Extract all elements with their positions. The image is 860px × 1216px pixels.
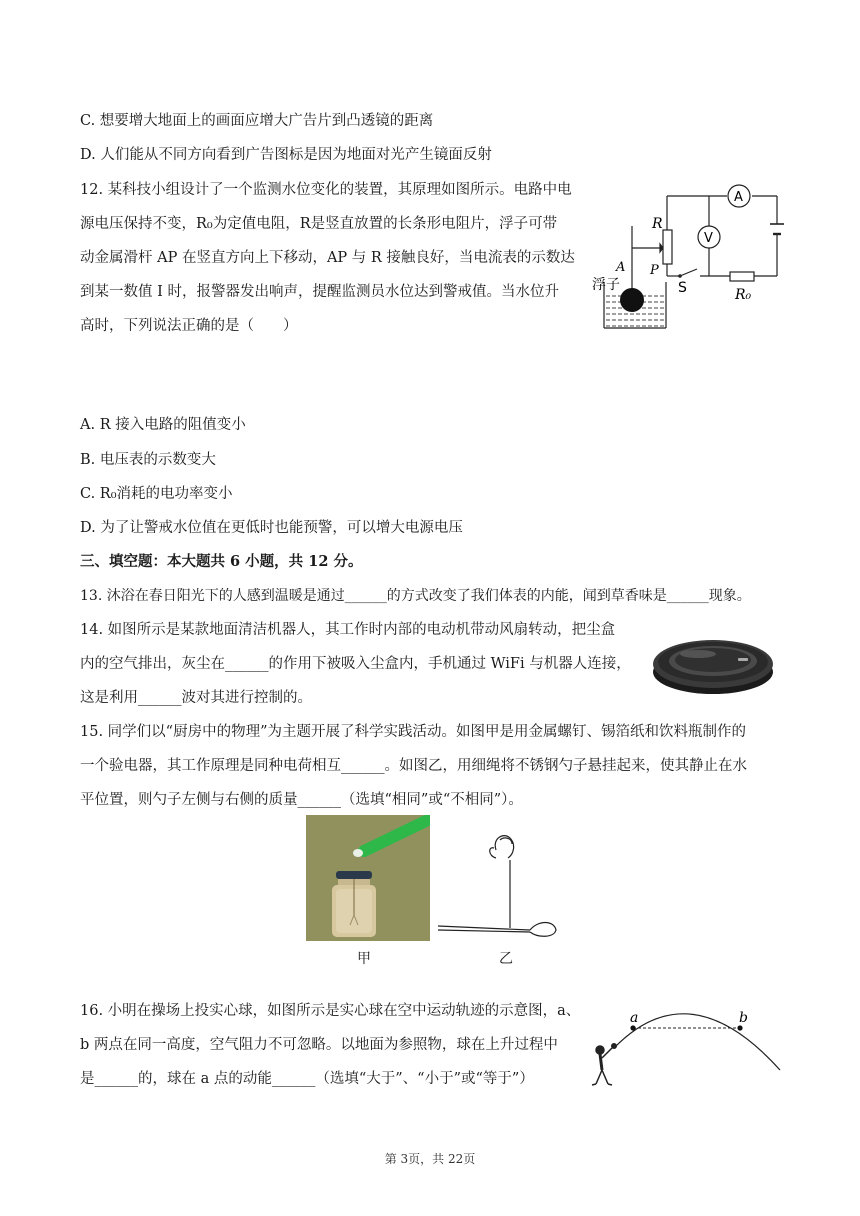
q11-option-c: C. 想要增大地面上的画面应增大广告片到凸透镜的距离 — [80, 113, 434, 129]
q12-option-c: C. R₀消耗的电功率变小 — [80, 486, 233, 502]
electroscope-photo — [306, 815, 430, 941]
q15-line-2: 一个验电器，其工作原理是同种电荷相互______。如图乙，用细绳将不锈钢勺子悬挂起来，使其静止在水 — [80, 758, 747, 774]
float-label: 浮子 — [592, 277, 620, 293]
q12-option-b: B. 电压表的示数变大 — [80, 452, 216, 468]
q16-line-1: 16. 小明在操场上投实心球，如图所示是实心球在空中运动轨迹的示意图，a、 — [80, 1003, 581, 1019]
switch-S-label: S — [678, 280, 687, 296]
point-b-label: b — [739, 1010, 748, 1026]
q11-option-d: D. 人们能从不同方向看到广告图标是因为地面对光产生镜面反射 — [80, 147, 492, 163]
q12-line-1: 12. 某科技小组设计了一个监测水位变化的装置，其原理如图所示。电路中电 — [80, 182, 572, 198]
resistor-R0-label: R₀ — [735, 287, 752, 303]
q12-option-d: D. 为了让警戒水位值在更低时也能预警，可以增大电源电压 — [80, 520, 463, 536]
figure-jia-caption: 甲 — [357, 951, 371, 967]
ammeter-label: A — [734, 190, 743, 205]
voltmeter-label: V — [704, 231, 713, 246]
q16-line-2: b 两点在同一高度，空气阻力不可忽略。以地面为参照物，球在上升过程中 — [80, 1037, 558, 1053]
q13-text: 13. 沐浴在春日阳光下的人感到温暖是通过______的方式改变了我们体表的内能，闻到草香味是______现象。 — [80, 588, 751, 604]
q14-line-1: 14. 如图所示是某款地面清洁机器人，其工作时内部的电动机带动风扇转动，把尘盒 — [80, 622, 616, 638]
q12-line-4: 到某一数值 I 时，报警器发出响声，提醒监测员水位达到警戒值。当水位升 — [80, 284, 559, 300]
q15-line-1: 15. 同学们以“厨房中的物理”为主题开展了科学实践活动。如图甲是用金属螺钉、锡箔纸和饮料瓶制作的 — [80, 724, 746, 740]
suspended-spoon-diagram — [438, 830, 558, 942]
figure-yi-caption: 乙 — [499, 951, 513, 967]
q15-line-3: 平位置，则勺子左侧与右侧的质量______（选填“相同”或“不相同”）。 — [80, 792, 523, 808]
q14-line-3: 这是利用______波对其进行控制的。 — [80, 690, 312, 706]
point-A-label: A — [616, 260, 626, 275]
robot-vacuum-image — [648, 628, 778, 700]
slider-P-label: P — [650, 263, 659, 278]
q16-line-3: 是______的，球在 a 点的动能______（选填“大于”、“小于”或“等于”） — [80, 1071, 534, 1087]
resistor-R-label: R — [652, 216, 663, 232]
q14-line-2: 内的空气排出，灰尘在______的作用下被吸入尘盒内，手机通过 WiFi 与机器人连接， — [80, 656, 631, 672]
q12-line-3: 动金属滑杆 AP 在竖直方向上下移动，AP 与 R 接触良好，当电流表的示数达 — [80, 250, 575, 266]
q12-option-a: A. R 接入电路的阻值变小 — [80, 417, 246, 433]
q12-line-2: 源电压保持不变，R₀为定值电阻，R是竖直放置的长条形电阻片，浮子可带 — [80, 216, 558, 232]
water-level-circuit-diagram — [592, 178, 792, 334]
page-footer: 第 3页，共 22页 — [384, 1152, 476, 1166]
section-3-heading: 三、填空题：本大题共 6 小题，共 12 分。 — [80, 553, 363, 570]
q12-line-5: 高时，下列说法正确的是（ ） — [80, 318, 298, 334]
ball-trajectory-diagram — [590, 998, 782, 1090]
point-a-label: a — [630, 1010, 639, 1026]
